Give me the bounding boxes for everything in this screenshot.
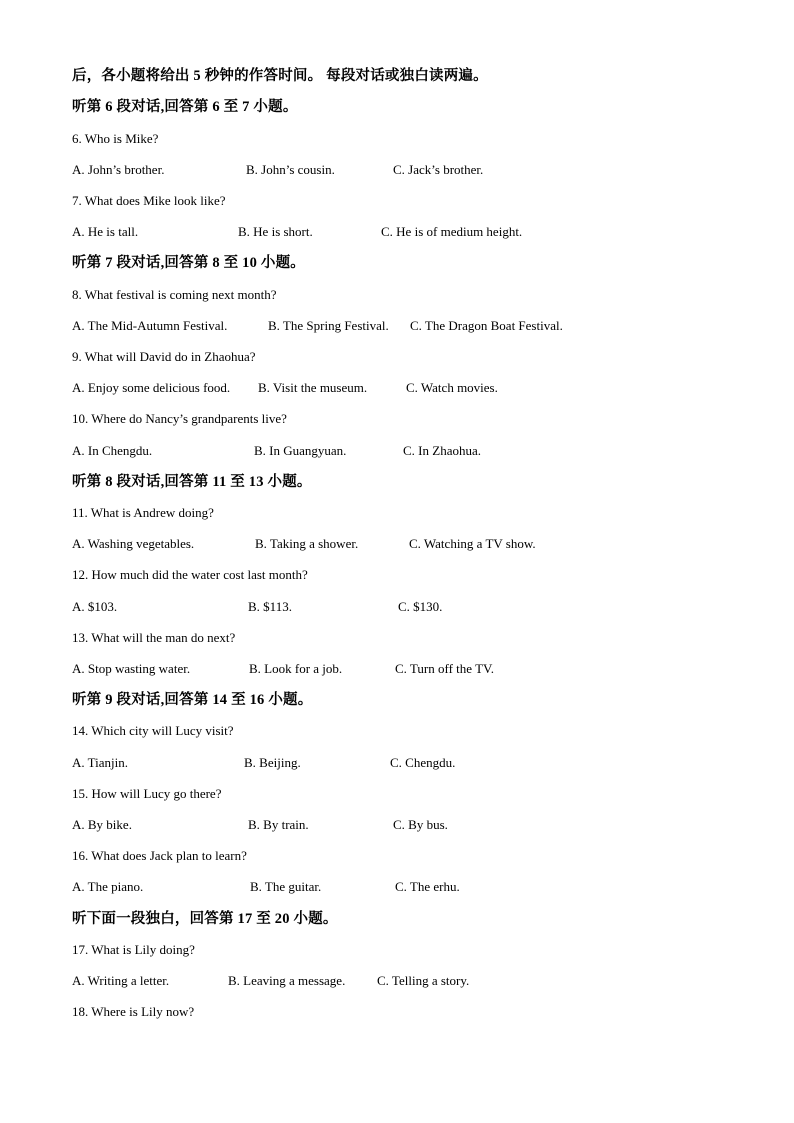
option-c: C. Watch movies. — [406, 380, 498, 395]
option-a: A. The Mid-Autumn Festival. — [72, 318, 228, 333]
option-c: C. Chengdu. — [390, 755, 456, 770]
instructions-intro: 后，各小题将给出 5 秒钟的作答时间。 每段对话或独白读两遍。 — [72, 68, 488, 84]
question-10: 10. Where do Nancy’s grandparents live? — [72, 411, 287, 426]
option-a: A. In Chengdu. — [72, 443, 153, 458]
section-heading-7: 听第 7 段对话,回答第 8 至 10 小题。 — [72, 255, 305, 271]
option-b: B. Beijing. — [244, 755, 301, 770]
option-a: A. John’s brother. — [72, 162, 165, 177]
option-c: C. The Dragon Boat Festival. — [410, 318, 563, 333]
option-c: C. The erhu. — [395, 879, 460, 894]
option-c: C. Watching a TV show. — [409, 536, 536, 551]
option-c: C. He is of medium height. — [381, 224, 523, 239]
option-c: C. In Zhaohua. — [403, 443, 481, 458]
question-14: 14. Which city will Lucy visit? — [72, 723, 234, 738]
option-a: A. He is tall. — [72, 224, 139, 239]
option-a: A. Tianjin. — [72, 755, 128, 770]
option-c: C. $130. — [398, 599, 443, 614]
option-c: C. By bus. — [393, 817, 448, 832]
option-c: C. Turn off the TV. — [395, 661, 494, 676]
option-b: B. The guitar. — [250, 879, 322, 894]
question-13: 13. What will the man do next? — [72, 630, 236, 645]
option-a: A. $103. — [72, 599, 118, 614]
question-9: 9. What will David do in Zhaohua? — [72, 349, 256, 364]
option-c: C. Telling a story. — [377, 973, 470, 988]
option-a: A. Washing vegetables. — [72, 536, 195, 551]
option-a: A. By bike. — [72, 817, 132, 832]
option-b: B. He is short. — [238, 224, 313, 239]
option-a: A. The piano. — [72, 879, 144, 894]
question-12: 12. How much did the water cost last month? — [72, 567, 308, 582]
section-heading-8: 听第 8 段对话,回答第 11 至 13 小题。 — [72, 474, 312, 490]
option-c: C. Jack’s brother. — [393, 162, 484, 177]
option-a: A. Writing a letter. — [72, 973, 170, 988]
question-7: 7. What does Mike look like? — [72, 193, 226, 208]
option-b: B. By train. — [248, 817, 309, 832]
section-heading-monologue: 听下面一段独白，回答第 17 至 20 小题。 — [72, 911, 338, 927]
section-heading-9: 听第 9 段对话,回答第 14 至 16 小题。 — [72, 692, 313, 708]
question-18: 18. Where is Lily now? — [72, 1004, 195, 1019]
option-b: B. Taking a shower. — [255, 536, 359, 551]
question-16: 16. What does Jack plan to learn? — [72, 848, 247, 863]
option-a: A. Stop wasting water. — [72, 661, 191, 676]
question-11: 11. What is Andrew doing? — [72, 505, 214, 520]
option-a: A. Enjoy some delicious food. — [72, 380, 231, 395]
option-b: B. $113. — [248, 599, 292, 614]
option-b: B. John’s cousin. — [246, 162, 335, 177]
option-b: B. Visit the museum. — [258, 380, 368, 395]
question-8: 8. What festival is coming next month? — [72, 287, 277, 302]
option-b: B. Leaving a message. — [228, 973, 346, 988]
option-b: B. Look for a job. — [249, 661, 343, 676]
section-heading-6: 听第 6 段对话,回答第 6 至 7 小题。 — [72, 99, 298, 115]
question-6: 6. Who is Mike? — [72, 131, 159, 146]
option-b: B. In Guangyuan. — [254, 443, 347, 458]
question-15: 15. How will Lucy go there? — [72, 786, 222, 801]
option-b: B. The Spring Festival. — [268, 318, 389, 333]
question-17: 17. What is Lily doing? — [72, 942, 195, 957]
